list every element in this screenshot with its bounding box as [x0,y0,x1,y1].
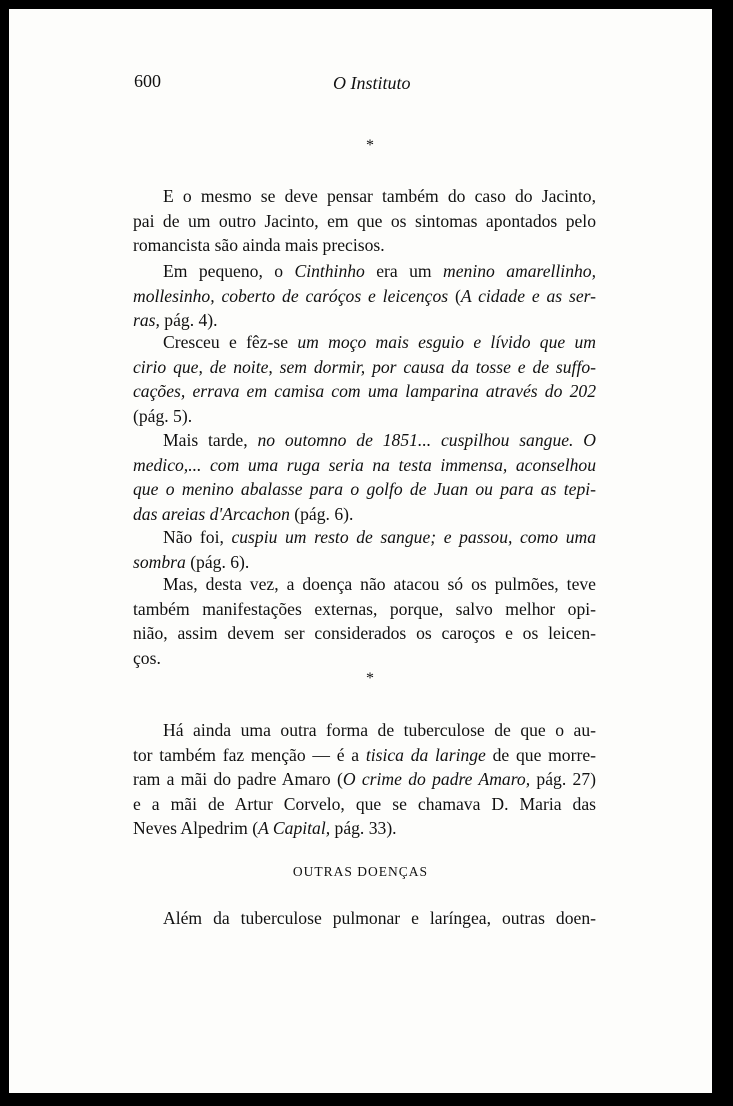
paragraph-outras-doencas [133,906,596,931]
text-line: cações, errava em camisa com uma lamparina através do 202 [133,381,596,401]
text-line: também manifestações externas, porque, salvo melhor opi- [133,598,596,619]
text-line: Cresceu e fêz-se um moço mais esguio e lívido que um [163,332,596,352]
text-line: Mais tarde, no outomno de 1851... cuspilhou sangue. O [163,430,597,450]
text-line: e a mãi de Artur Corvelo, que se chamava D. Maria das [133,793,596,814]
section-asterisk: * [366,670,374,687]
paragraph-jacinto [133,184,596,258]
text-line: ram a mãi do padre Amaro (O crime do padre Amaro, pág. 27) [133,769,596,789]
paragraph-laringe [133,718,596,841]
text-line: que o menino abalasse para o golfo de Juan ou para as tepi- [133,479,596,499]
text-line: ras, pág. 4). [133,310,218,330]
paragraph-desta-vez [133,572,596,670]
text-line: (pág. 5). [133,405,193,426]
text-line: ços. [133,647,161,668]
text-line: pai de um outro Jacinto, em que os sintomas apontados pelo [133,210,596,231]
text-line: Mas, desta vez, a doença não atacou só os pulmões, teve [163,574,596,594]
text-line: mollesinho, coberto de caróços e leicenços (A cidade e as ser- [133,285,596,306]
text-line: sombra (pág. 6). [133,551,250,572]
text-line: cirio que, de noite, sem dormir, por causa da tosse e de suffo- [133,356,596,377]
paragraph-cinthinho [133,259,596,333]
text-line: medico,... com uma ruga seria na testa immensa, aconselhou [133,454,596,475]
section-asterisk: * [366,137,374,154]
text-line: das areias d'Arcachon (pág. 6). [133,503,354,524]
text-line: Há ainda uma outra forma de tuberculose de que o au- [163,720,596,740]
paragraph-nao-foi [133,525,596,574]
text-line: nião, assim devem ser considerados os caroços e os leicen- [133,623,596,643]
page-number: 600 [134,71,161,91]
book-page [9,9,712,1093]
running-title: O Instituto [333,73,411,93]
text-line: Neves Alpedrim (A Capital, pág. 33). [133,818,397,838]
text-line: E o mesmo se deve pensar também do caso do Jacinto, [163,186,596,206]
text-line: Em pequeno, o Cinthinho era um menino amarellinho, [163,261,596,281]
paragraph-mais-tarde [133,428,596,526]
text-line: romancista são ainda mais precisos. [133,235,385,255]
paragraph-cresceu [133,330,596,428]
section-heading: OUTRAS DOENÇAS [292,864,429,879]
text-line: tor também faz menção — é a tisica da laringe de que morre- [133,744,596,765]
text-line: Além da tuberculose pulmonar e laríngea, outras doen- [163,908,596,928]
text-line: Não foi, cuspiu um resto de sangue; e passou, como uma [163,527,596,547]
